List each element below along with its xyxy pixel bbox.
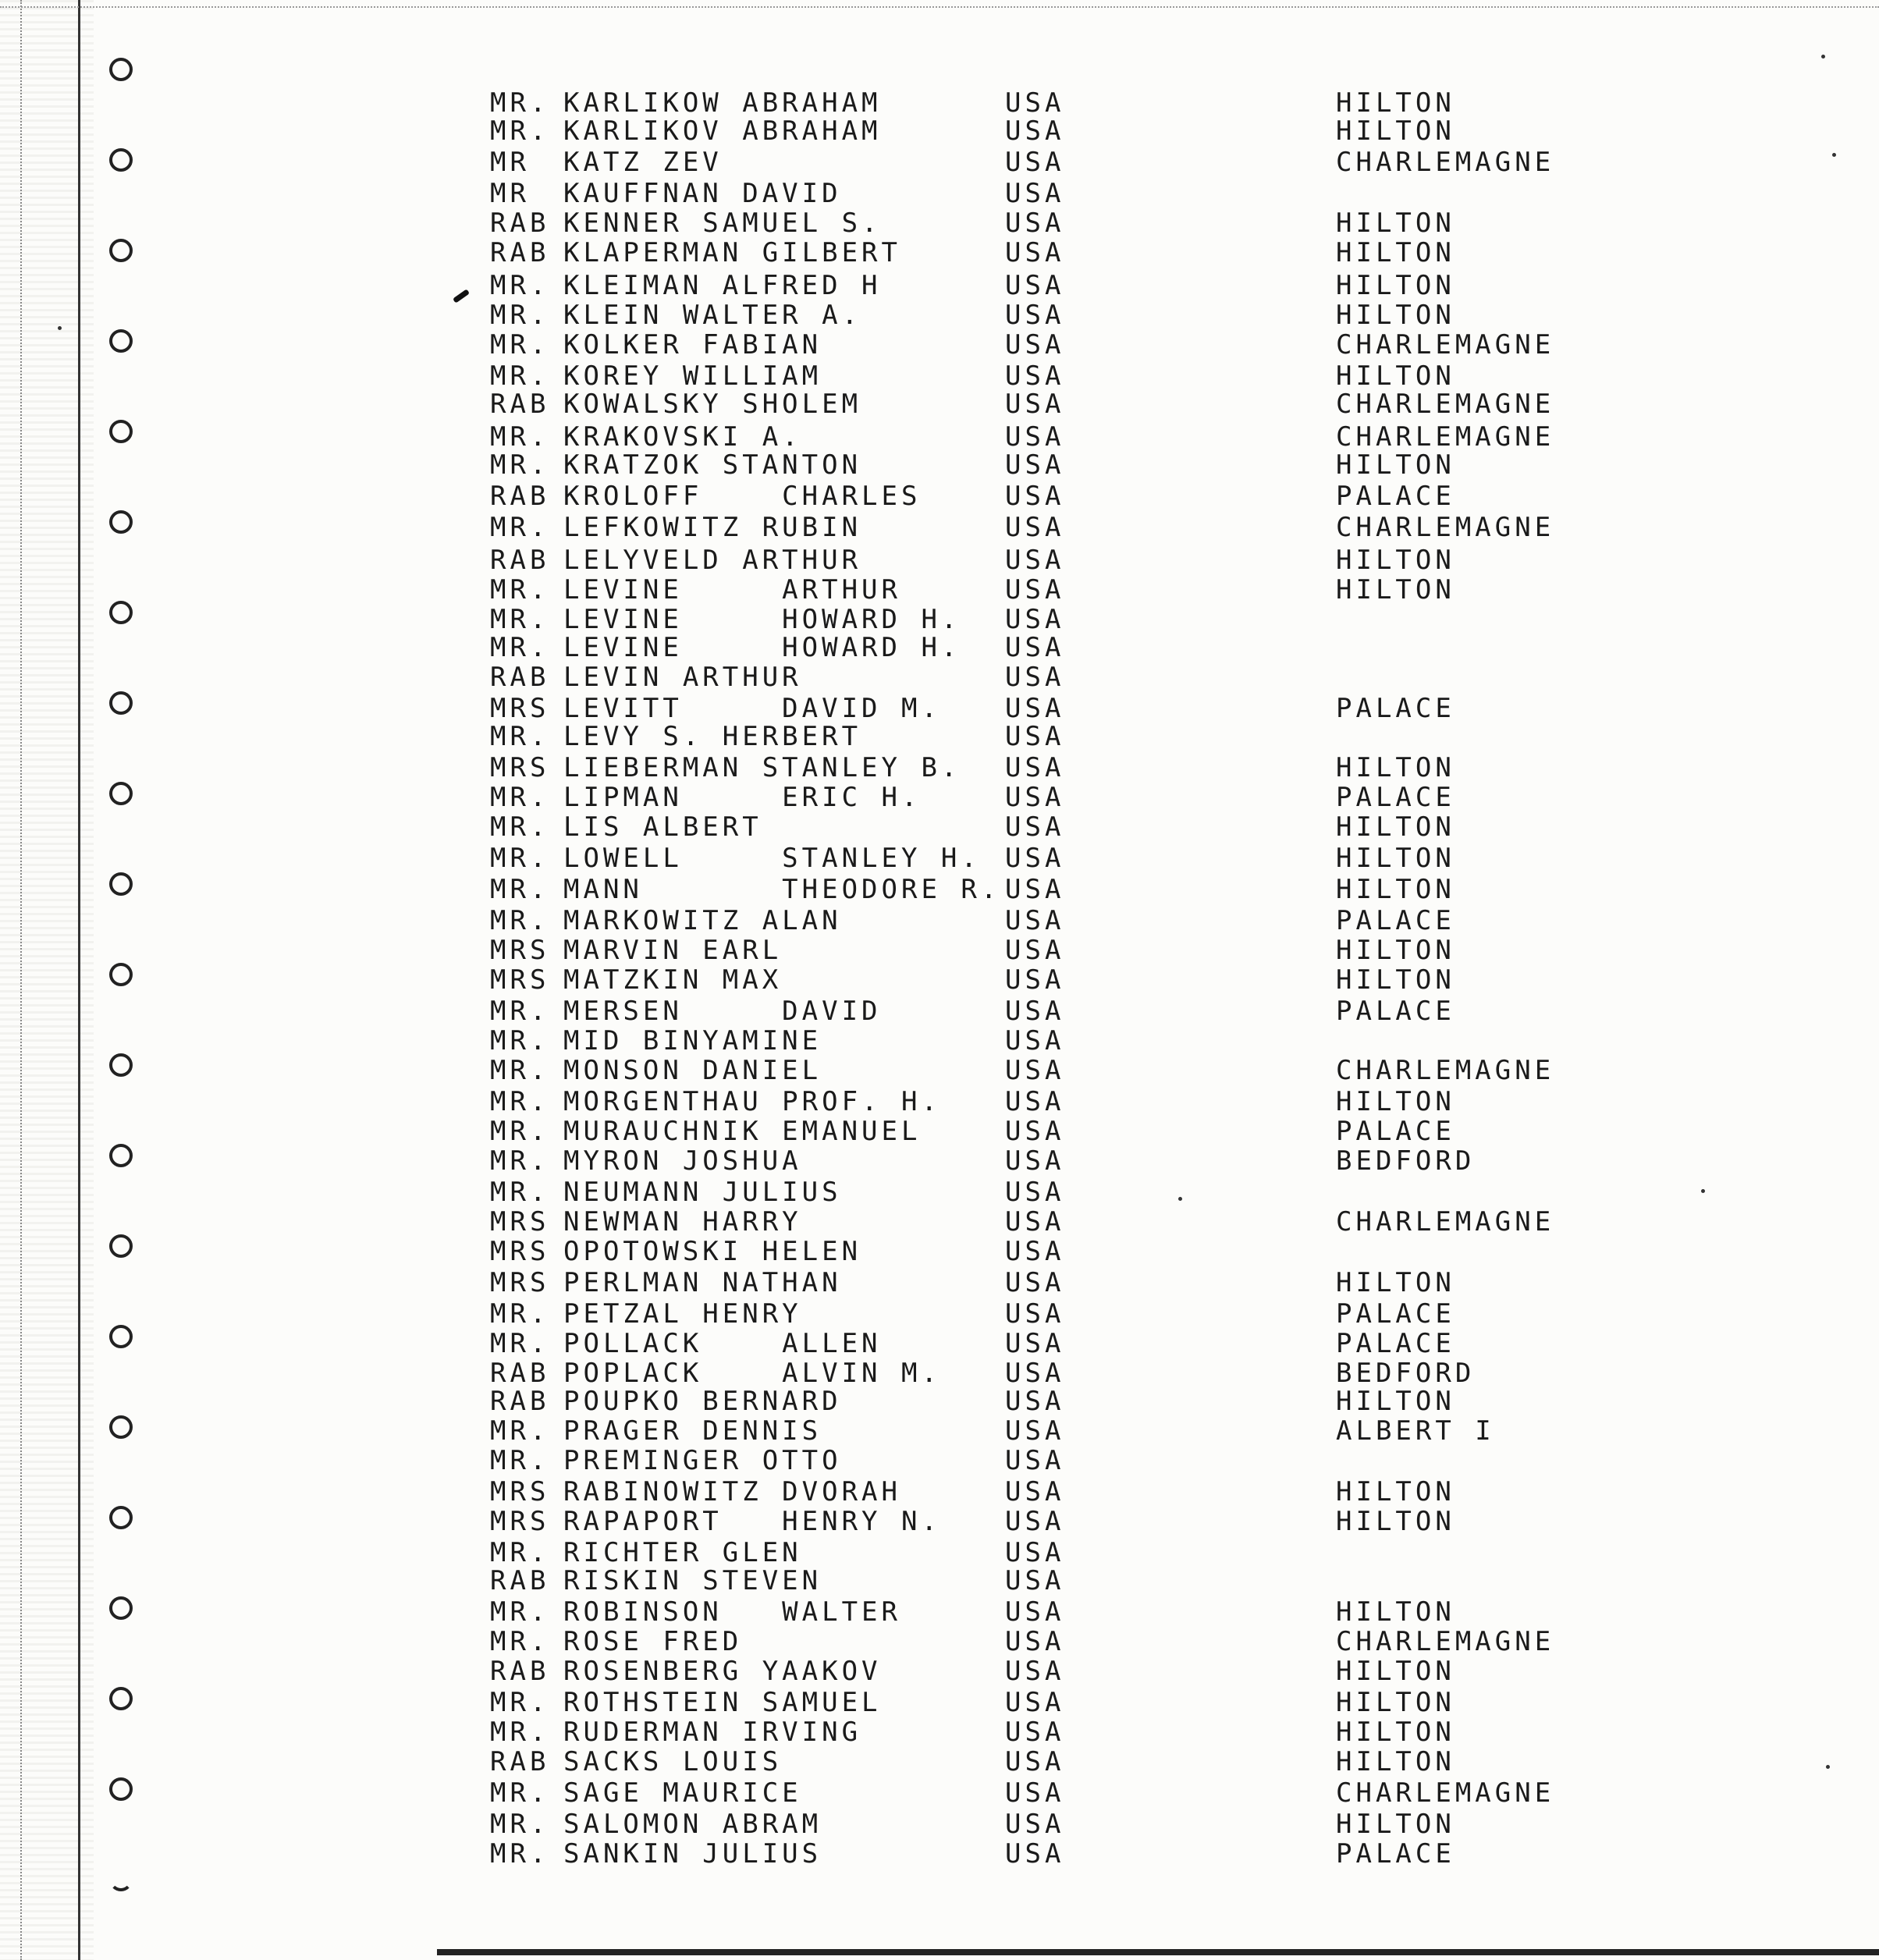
table-row [0,574,1879,605]
table-row [0,270,1879,301]
country-cell: USA [1005,481,1065,512]
title-cell: MR. [490,512,550,543]
name-cell: RISKIN STEVEN [563,1565,822,1596]
table-row [0,1838,1879,1869]
hotel-cell: BEDFORD [1336,1358,1476,1389]
name-cell: ROTHSTEIN SAMUEL [563,1687,882,1718]
name-cell: PRAGER DENNIS [563,1415,822,1447]
hotel-cell: CHARLEMAGNE [1336,1626,1555,1657]
name-cell: ROSE FRED [563,1626,743,1657]
table-row [0,178,1879,209]
hotel-cell: BEDFORD [1336,1145,1476,1177]
table-row [0,1025,1879,1056]
country-cell: USA [1005,1267,1065,1298]
country-cell: USA [1005,237,1065,268]
hotel-cell: PALACE [1336,481,1455,512]
title-cell: MR. [490,574,550,605]
table-row [0,752,1879,783]
country-cell: USA [1005,178,1065,209]
hotel-cell: PALACE [1336,1116,1455,1147]
table-row [0,1565,1879,1596]
title-cell: RAB [490,1746,550,1777]
name-cell: ROBINSON WALTER [563,1596,901,1628]
table-row [0,449,1879,481]
country-cell: USA [1005,1687,1065,1718]
country-cell: USA [1005,1809,1065,1840]
country-cell: USA [1005,1626,1065,1657]
title-cell: MRS [490,1267,550,1298]
country-cell: USA [1005,662,1065,693]
table-row [0,1267,1879,1298]
hotel-cell: HILTON [1336,935,1455,966]
country-cell: USA [1005,1596,1065,1628]
country-cell: USA [1005,1656,1065,1687]
table-row [0,87,1879,119]
country-cell: USA [1005,545,1065,576]
table-row [0,1746,1879,1777]
name-cell: OPOTOWSKI HELEN [563,1236,862,1267]
title-cell: MR. [490,87,550,119]
title-cell: MR. [490,421,550,453]
country-cell: USA [1005,1086,1065,1117]
name-cell: LEVIN ARTHUR [563,662,802,693]
title-cell: MRS [490,693,550,724]
table-row [0,662,1879,693]
table-row [0,1537,1879,1568]
name-cell: LOWELL STANLEY H. [563,843,981,874]
table-row [0,115,1879,147]
name-cell: MANN THEODORE R. [563,874,1001,905]
hotel-cell: HILTON [1336,1717,1455,1748]
name-cell: KARLIKOW ABRAHAM [563,87,882,119]
hotel-cell: HILTON [1336,270,1455,301]
name-cell: KRAKOVSKI A. [563,421,802,453]
country-cell: USA [1005,1055,1065,1086]
table-row [0,693,1879,724]
name-cell: MARKOWITZ ALAN [563,905,842,936]
title-cell: MRS [490,1206,550,1237]
name-cell: KENNER SAMUEL S. [563,208,882,239]
hotel-cell: HILTON [1336,1687,1455,1718]
name-cell: LIPMAN ERIC H. [563,782,922,813]
table-row [0,1809,1879,1840]
country-cell: USA [1005,1236,1065,1267]
hotel-cell: HILTON [1336,115,1455,147]
country-cell: USA [1005,1445,1065,1476]
hotel-cell: CHARLEMAGNE [1336,512,1555,543]
name-cell: MYRON JOSHUA [563,1145,802,1177]
hotel-cell: PALACE [1336,693,1455,724]
name-cell: LEVINE HOWARD H. [563,604,961,635]
title-cell: MR. [490,1596,550,1628]
country-cell: USA [1005,811,1065,843]
name-cell: RABINOWITZ DVORAH [563,1476,901,1507]
name-cell: MONSON DANIEL [563,1055,822,1086]
title-cell: MR. [490,996,550,1027]
title-cell: MR. [490,1687,550,1718]
country-cell: USA [1005,693,1065,724]
hotel-cell: HILTON [1336,1386,1455,1417]
title-cell: RAB [490,237,550,268]
title-cell: MR [490,178,530,209]
table-row [0,843,1879,874]
name-cell: PERLMAN NATHAN [563,1267,842,1298]
country-cell: USA [1005,1415,1065,1447]
title-cell: MR. [490,1145,550,1177]
hotel-cell: HILTON [1336,1086,1455,1117]
name-cell: KAUFFNAN DAVID [563,178,842,209]
title-cell: RAB [490,1386,550,1417]
hotel-cell: HILTON [1336,811,1455,843]
title-cell: MR. [490,874,550,905]
country-cell: USA [1005,874,1065,905]
country-cell: USA [1005,1537,1065,1568]
title-cell: MR. [490,604,550,635]
table-row [0,545,1879,576]
table-row [0,1476,1879,1507]
name-cell: PETZAL HENRY [563,1298,802,1330]
table-row [0,1687,1879,1718]
title-cell: MR. [490,1809,550,1840]
table-row [0,389,1879,420]
table-row [0,811,1879,843]
name-cell: LEVITT DAVID M. [563,693,941,724]
title-cell: MR. [490,782,550,813]
title-cell: MR. [490,905,550,936]
name-cell: RUDERMAN IRVING [563,1717,862,1748]
name-cell: MID BINYAMINE [563,1025,822,1056]
title-cell: MR. [490,1777,550,1809]
hotel-cell: ALBERT I [1336,1415,1495,1447]
hotel-cell: HILTON [1336,1506,1455,1537]
hotel-cell: PALACE [1336,905,1455,936]
name-cell: SACKS LOUIS [563,1746,783,1777]
name-cell: MERSEN DAVID [563,996,882,1027]
table-row [0,1116,1879,1147]
hotel-cell: HILTON [1336,237,1455,268]
country-cell: USA [1005,996,1065,1027]
country-cell: USA [1005,1116,1065,1147]
table-row [0,1386,1879,1417]
hotel-cell: HILTON [1336,964,1455,996]
title-cell: RAB [490,662,550,693]
table-row [0,905,1879,936]
title-cell: MR. [490,1086,550,1117]
country-cell: USA [1005,421,1065,453]
country-cell: USA [1005,964,1065,996]
country-cell: USA [1005,752,1065,783]
name-cell: LEVY S. HERBERT [563,721,862,752]
hotel-cell: PALACE [1336,1298,1455,1330]
hotel-cell: HILTON [1336,1596,1455,1628]
title-cell: MR. [490,843,550,874]
country-cell: USA [1005,843,1065,874]
table-row [0,1177,1879,1208]
name-cell: LIEBERMAN STANLEY B. [563,752,961,783]
name-cell: KLEIMAN ALFRED H [563,270,882,301]
name-cell: NEUMANN JULIUS [563,1177,842,1208]
name-cell: KOWALSKY SHOLEM [563,389,862,420]
country-cell: USA [1005,1386,1065,1417]
name-cell: RAPAPORT HENRY N. [563,1506,941,1537]
title-cell: MR. [490,1415,550,1447]
table-row [0,1328,1879,1359]
country-cell: USA [1005,905,1065,936]
name-cell: KARLIKOV ABRAHAM [563,115,882,147]
title-cell: MRS [490,1506,550,1537]
table-row [0,604,1879,635]
name-cell: LEFKOWITZ RUBIN [563,512,862,543]
name-cell: LEVINE ARTHUR [563,574,901,605]
country-cell: USA [1005,300,1065,331]
hotel-cell: HILTON [1336,1267,1455,1298]
title-cell: MR. [490,1537,550,1568]
table-row [0,1415,1879,1447]
name-cell: SAGE MAURICE [563,1777,802,1809]
name-cell: LEVINE HOWARD H. [563,632,961,663]
name-cell: KRATZOK STANTON [563,449,862,481]
title-cell: RAB [490,208,550,239]
table-row [0,237,1879,268]
country-cell: USA [1005,1025,1065,1056]
hotel-cell: HILTON [1336,874,1455,905]
name-cell: KOLKER FABIAN [563,329,822,360]
title-cell: MR. [490,300,550,331]
title-cell: MR. [490,1445,550,1476]
title-cell: MR [490,147,530,178]
country-cell: USA [1005,1506,1065,1537]
title-cell: MR. [490,811,550,843]
title-cell: MR. [490,1626,550,1657]
hotel-cell: CHARLEMAGNE [1336,421,1555,453]
country-cell: USA [1005,1358,1065,1389]
table-row [0,208,1879,239]
hotel-cell: CHARLEMAGNE [1336,1777,1555,1809]
table-row [0,721,1879,752]
name-cell: RICHTER GLEN [563,1537,802,1568]
title-cell: MR. [490,329,550,360]
title-cell: RAB [490,545,550,576]
title-cell: RAB [490,1656,550,1687]
title-cell: MRS [490,752,550,783]
table-row [0,1656,1879,1687]
title-cell: RAB [490,481,550,512]
table-row [0,1086,1879,1117]
table-row [0,512,1879,543]
title-cell: MR. [490,1838,550,1869]
table-row [0,1358,1879,1389]
name-cell: KROLOFF CHARLES [563,481,922,512]
table-row [0,1445,1879,1476]
table-row [0,1055,1879,1086]
table-row [0,996,1879,1027]
country-cell: USA [1005,512,1065,543]
name-cell: MATZKIN MAX [563,964,783,996]
table-row [0,1626,1879,1657]
name-cell: KLAPERMAN GILBERT [563,237,901,268]
name-cell: SALOMON ABRAM [563,1809,822,1840]
hotel-cell: CHARLEMAGNE [1336,147,1555,178]
country-cell: USA [1005,1838,1065,1869]
table-row [0,421,1879,453]
hotel-cell: HILTON [1336,300,1455,331]
name-cell: MARVIN EARL [563,935,783,966]
hotel-cell: PALACE [1336,996,1455,1027]
hotel-cell: CHARLEMAGNE [1336,1055,1555,1086]
hotel-cell: HILTON [1336,87,1455,119]
country-cell: USA [1005,782,1065,813]
country-cell: USA [1005,935,1065,966]
name-cell: LELYVELD ARTHUR [563,545,862,576]
title-cell: MR. [490,1177,550,1208]
name-cell: ROSENBERG YAAKOV [563,1656,882,1687]
hotel-cell: PALACE [1336,1328,1455,1359]
table-row [0,1145,1879,1177]
hotel-cell: PALACE [1336,782,1455,813]
country-cell: USA [1005,632,1065,663]
name-cell: KATZ ZEV [563,147,723,178]
hotel-cell: HILTON [1336,574,1455,605]
country-cell: USA [1005,721,1065,752]
country-cell: USA [1005,270,1065,301]
title-cell: MR. [490,115,550,147]
title-cell: MR. [490,1717,550,1748]
table-row [0,481,1879,512]
table-row [0,360,1879,392]
country-cell: USA [1005,449,1065,481]
hotel-cell: HILTON [1336,360,1455,392]
country-cell: USA [1005,1328,1065,1359]
table-row [0,1206,1879,1237]
title-cell: MRS [490,935,550,966]
table-row [0,1298,1879,1330]
title-cell: RAB [490,1565,550,1596]
table-row [0,964,1879,996]
name-cell: MORGENTHAU PROF. H. [563,1086,941,1117]
name-cell: POLLACK ALLEN [563,1328,882,1359]
hotel-cell: HILTON [1336,545,1455,576]
table-row [0,300,1879,331]
title-cell: MR. [490,1025,550,1056]
table-row [0,1236,1879,1267]
bottom-edge [437,1949,1879,1955]
name-cell: SANKIN JULIUS [563,1838,822,1869]
hotel-cell: HILTON [1336,208,1455,239]
name-cell: MURAUCHNIK EMANUEL [563,1116,922,1147]
country-cell: USA [1005,604,1065,635]
table-row [0,1777,1879,1809]
table-row [0,1717,1879,1748]
country-cell: USA [1005,1206,1065,1237]
title-cell: RAB [490,389,550,420]
country-cell: USA [1005,208,1065,239]
hotel-cell: HILTON [1336,1809,1455,1840]
hotel-cell: HILTON [1336,449,1455,481]
country-cell: USA [1005,1717,1065,1748]
country-cell: USA [1005,1746,1065,1777]
name-cell: POPLACK ALVIN M. [563,1358,941,1389]
country-cell: USA [1005,1476,1065,1507]
table-row [0,935,1879,966]
table-row [0,1596,1879,1628]
country-cell: USA [1005,1145,1065,1177]
table-row [0,874,1879,905]
name-cell: POUPKO BERNARD [563,1386,842,1417]
title-cell: MRS [490,1236,550,1267]
country-cell: USA [1005,1777,1065,1809]
title-cell: MR. [490,1116,550,1147]
title-cell: MR. [490,449,550,481]
table-row [0,632,1879,663]
hotel-cell: HILTON [1336,752,1455,783]
title-cell: MR. [490,1328,550,1359]
hotel-cell: HILTON [1336,1476,1455,1507]
hotel-cell: PALACE [1336,1838,1455,1869]
title-cell: MR. [490,1055,550,1086]
table-row [0,1506,1879,1537]
country-cell: USA [1005,1177,1065,1208]
country-cell: USA [1005,1298,1065,1330]
hotel-cell: CHARLEMAGNE [1336,389,1555,420]
name-cell: KOREY WILLIAM [563,360,822,392]
title-cell: MR. [490,270,550,301]
country-cell: USA [1005,115,1065,147]
country-cell: USA [1005,574,1065,605]
title-cell: MR. [490,632,550,663]
country-cell: USA [1005,147,1065,178]
title-cell: RAB [490,1358,550,1389]
title-cell: MR. [490,1298,550,1330]
name-cell: KLEIN WALTER A. [563,300,862,331]
name-cell: NEWMAN HARRY [563,1206,802,1237]
country-cell: USA [1005,389,1065,420]
name-cell: LIS ALBERT [563,811,762,843]
name-cell: PREMINGER OTTO [563,1445,842,1476]
country-cell: USA [1005,329,1065,360]
table-row [0,329,1879,360]
hotel-cell: CHARLEMAGNE [1336,329,1555,360]
hotel-cell: HILTON [1336,843,1455,874]
title-cell: MRS [490,964,550,996]
hotel-cell: CHARLEMAGNE [1336,1206,1555,1237]
table-row [0,147,1879,178]
country-cell: USA [1005,87,1065,119]
title-cell: MR. [490,360,550,392]
title-cell: MR. [490,721,550,752]
table-row [0,782,1879,813]
hotel-cell: HILTON [1336,1656,1455,1687]
hotel-cell: HILTON [1336,1746,1455,1777]
title-cell: MRS [490,1476,550,1507]
country-cell: USA [1005,360,1065,392]
country-cell: USA [1005,1565,1065,1596]
